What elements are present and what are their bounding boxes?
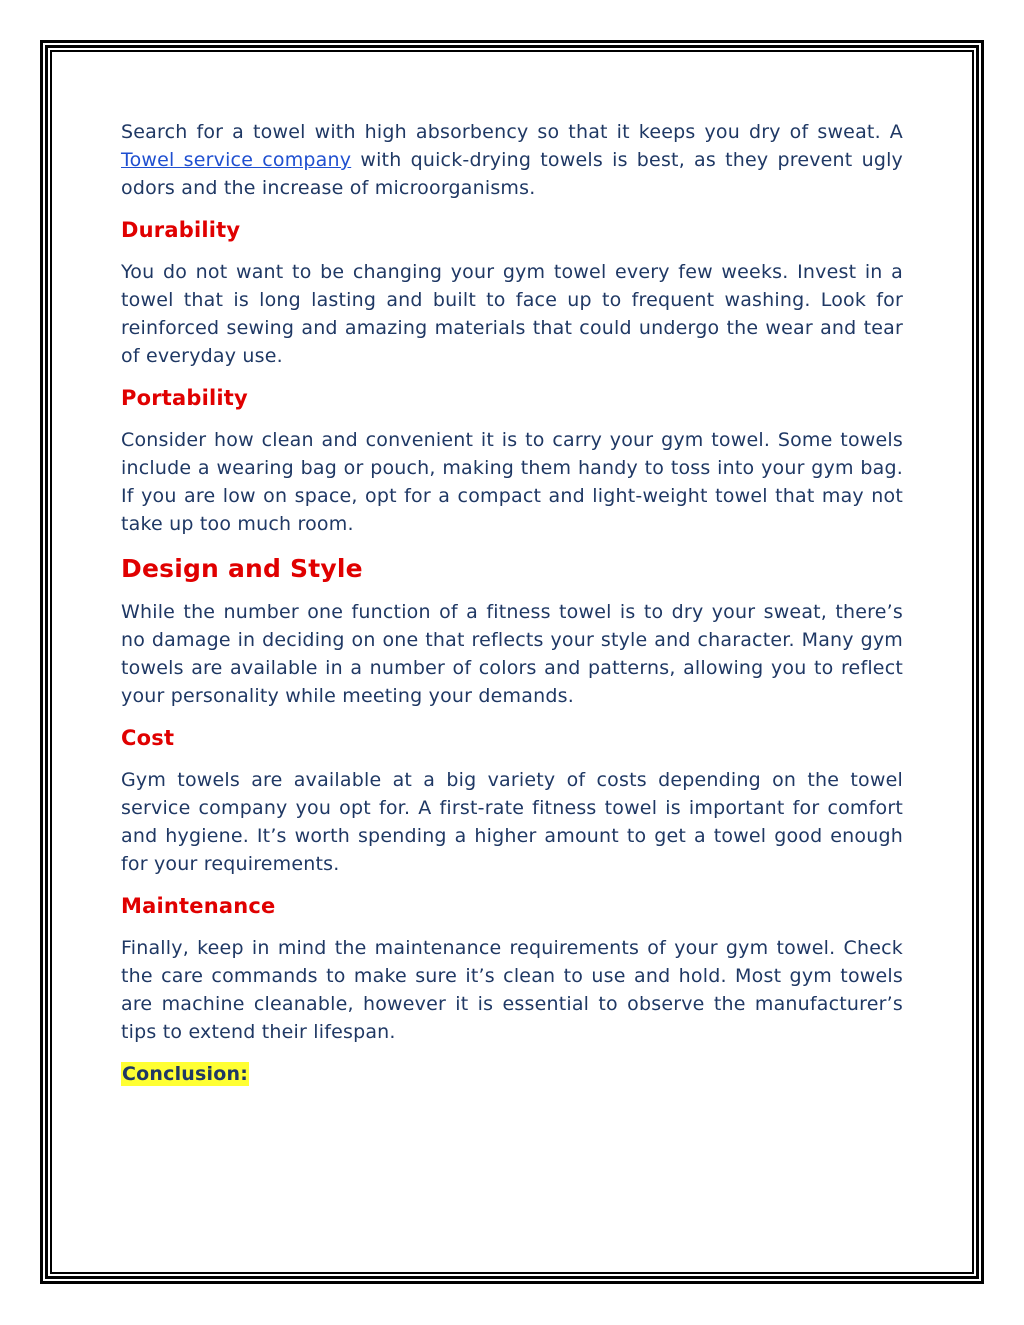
document-body bbox=[121, 118, 903, 1088]
intro-text-after: with quick-drying towels is best, as they prevent ugly odors and the increase of microorganisms. bbox=[121, 149, 904, 199]
paragraph-durability: You do not want to be changing your gym towel every few weeks. Invest in a towel that is long lasting and built to face up to frequent washing. Look for reinforced sewing and amazing materials that could undergo the wear and tear of everyday use. bbox=[121, 261, 903, 367]
intro-text-before: Search for a towel with high absorbency so that it keeps you dry of sweat. A bbox=[121, 121, 903, 143]
heading-conclusion: Conclusion: bbox=[122, 1063, 249, 1085]
heading-durability: Durability bbox=[121, 218, 241, 242]
heading-maintenance: Maintenance bbox=[121, 894, 276, 918]
towel-service-company-link[interactable]: Towel service company bbox=[121, 149, 352, 171]
intro-paragraph bbox=[121, 118, 903, 202]
paragraph-cost: Gym towels are available at a big variety of costs depending on the towel service company you opt for. A first-rate fitness towel is important for comfort and hygiene. It’s worth spending a higher amount to get a towel good enough for your requirements. bbox=[121, 769, 903, 875]
heading-design-and-style: Design and Style bbox=[121, 554, 363, 583]
paragraph-design-and-style: While the number one function of a fitness towel is to dry your sweat, there’s no damage in deciding on one that reflects your style and character. Many gym towels are available in a number of colors and patterns, allowing you to reflect your personality while meeting your demands. bbox=[121, 601, 903, 707]
heading-cost: Cost bbox=[121, 726, 175, 750]
heading-portability: Portability bbox=[121, 386, 248, 410]
paragraph-maintenance: Finally, keep in mind the maintenance requirements of your gym towel. Check the care commands to make sure it’s clean to use and hold. Most gym towels are machine cleanable, however it is essential to observe the manufacturer’s tips to extend their lifespan. bbox=[121, 937, 903, 1043]
paragraph-portability: Consider how clean and convenient it is to carry your gym towel. Some towels include a wearing bag or pouch, making them handy to toss into your gym bag. If you are low on space, opt for a compact and light-weight towel that may not take up too much room. bbox=[121, 429, 903, 535]
conclusion-block bbox=[121, 1060, 903, 1088]
